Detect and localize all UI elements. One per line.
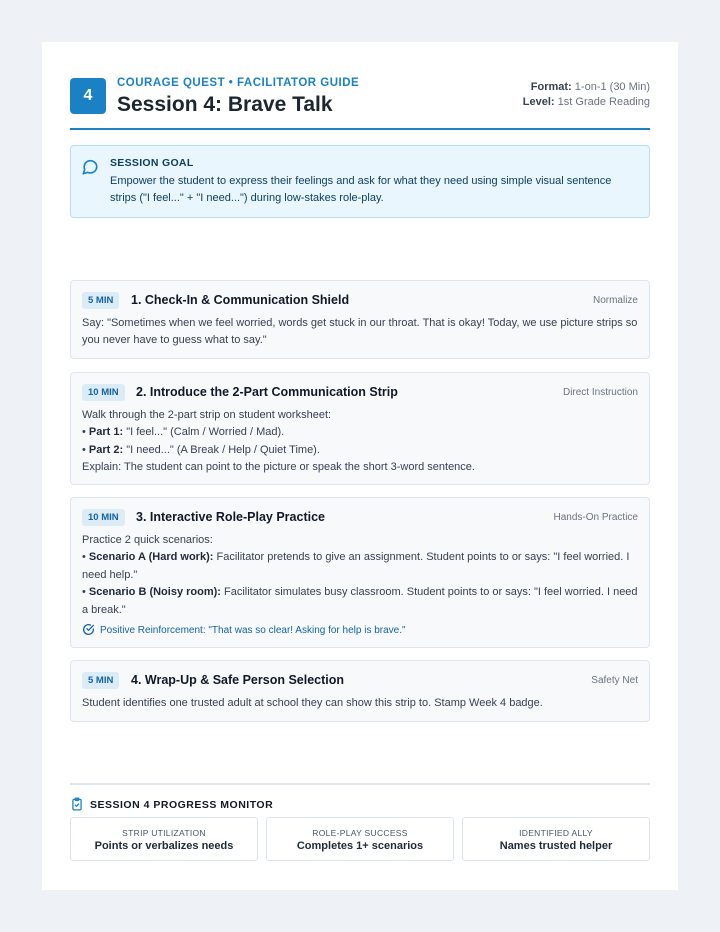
step-title: 1. Check-In & Communication Shield (131, 293, 350, 307)
progress-card-value: Completes 1+ scenarios (296, 840, 424, 852)
bullet-text: "I need..." (A Break / Help / Quiet Time). (126, 443, 320, 456)
step-tag: Safety Net (591, 675, 638, 686)
bullet-text: "I feel..." (Calm / Worried / Mad). (126, 426, 285, 439)
bullet-item: • Part 2: "I need..." (A Break / Help / Quiet Time). (82, 443, 320, 456)
level-value: 1st Grade Reading (557, 96, 650, 108)
session-goal-heading: SESSION GOAL (110, 157, 194, 169)
step-tag: Normalize (592, 295, 638, 306)
bullet-label: Scenario A (Hard work): (88, 551, 214, 564)
progress-card-value: Names trusted helper (499, 840, 613, 852)
step-title: 2. Introduce the 2-Part Communication Strip (136, 385, 398, 399)
header-divider (70, 128, 650, 130)
bullet-label: Part 1: (88, 426, 124, 439)
step-title: 3. Interactive Role-Play Practice (136, 510, 325, 524)
step-title: 4. Wrap-Up & Safe Person Selection (131, 673, 345, 687)
bullet-text: Facilitator pretends to give an assignment. Student points to or says: "I feel worried. I need help." (82, 551, 630, 581)
step-header (82, 509, 638, 527)
bullet-text: Facilitator simulates busy classroom. Student points to or says: "I feel worried. I need a break." (82, 586, 638, 616)
step-body: Student identifies one trusted adult at school they can show this strip to. Stamp Week 4 badge. (82, 697, 543, 709)
activity-step (70, 660, 650, 722)
progress-card-value: Points or verbalizes needs (94, 840, 234, 852)
check-circle-icon (82, 623, 95, 636)
duration-badge: 10 MIN (82, 509, 125, 526)
progress-card (266, 817, 454, 861)
level-label: Level: (522, 96, 555, 108)
activity-step (70, 497, 650, 648)
step-header (82, 292, 638, 310)
session-number-badge: 4 (70, 78, 106, 114)
guide-kicker: COURAGE QUEST • FACILITATOR GUIDE (117, 77, 360, 89)
step-body (82, 532, 640, 619)
activity-step (70, 372, 650, 485)
bullet-label: Part 2: (88, 443, 124, 456)
session-meta (523, 80, 650, 110)
format-line (523, 80, 650, 95)
bullet-item: • Scenario A (Hard work): Facilitator pretends to give an assignment. Student points to or says: "I feel worried. I need help." (82, 551, 630, 581)
positive-reinforcement-note (82, 623, 406, 636)
step-tag: Hands-On Practice (553, 512, 638, 523)
step-tag: Direct Instruction (562, 387, 638, 398)
format-label: Format: (530, 81, 572, 93)
progress-card (70, 817, 258, 861)
step-outro: Explain: The student can point to the picture or speak the short 3-word sentence. (82, 461, 475, 474)
progress-card-label: ROLE-PLAY SUCCESS (312, 828, 408, 838)
bullet-label: Scenario B (Noisy room): (88, 586, 221, 599)
bullet-item: • Scenario B (Noisy room): Facilitator simulates busy classroom. Student points to or says: "I feel worried. I need a break." (82, 586, 638, 616)
step-intro: Practice 2 quick scenarios: (82, 534, 213, 546)
step-header (82, 672, 638, 690)
duration-badge: 10 MIN (82, 384, 125, 401)
format-value: 1-on-1 (30 Min) (574, 81, 650, 93)
step-header (82, 384, 638, 402)
activity-step (70, 280, 650, 359)
level-line (523, 95, 650, 110)
facilitator-guide-page (42, 42, 678, 890)
duration-badge: 5 MIN (82, 292, 119, 309)
progress-card-label: STRIP UTILIZATION (122, 828, 206, 838)
progress-monitor-divider (70, 783, 650, 785)
step-body (82, 407, 640, 477)
page-header (70, 76, 650, 130)
speech-bubble-icon (81, 158, 99, 176)
clipboard-check-icon (70, 797, 84, 811)
progress-card-label: IDENTIFIED ALLY (519, 828, 593, 838)
bullet-item: • Part 1: "I feel..." (Calm / Worried / Mad). (82, 426, 285, 439)
page-title: Session 4: Brave Talk (117, 93, 333, 116)
duration-badge: 5 MIN (82, 672, 119, 689)
progress-card (462, 817, 650, 861)
step-intro: Walk through the 2-part strip on student worksheet: (82, 409, 332, 421)
progress-monitor-header (70, 795, 273, 811)
session-goal-text: Empower the student to express their feelings and ask for what they need using simple visual sentence strips ("I feel..." + "I need...") during low-stakes role-play. (110, 175, 612, 204)
progress-monitor-heading: SESSION 4 PROGRESS MONITOR (90, 799, 274, 811)
session-goal-box (70, 145, 650, 218)
reinforcement-text: Positive Reinforcement: "That was so clear! Asking for help is brave." (100, 625, 406, 636)
step-body: Say: "Sometimes when we feel worried, words get stuck in our throat. That is okay! Today, we use picture strips so you never have to guess what to say." (82, 317, 638, 347)
